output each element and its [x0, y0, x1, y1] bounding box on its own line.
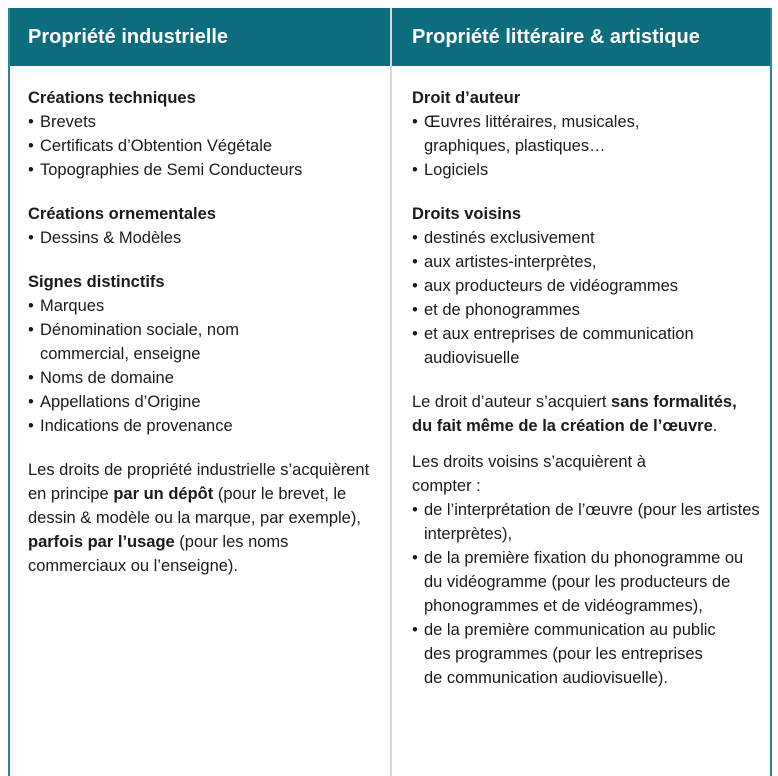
list-item: • Brevets: [28, 110, 376, 134]
list-item: • Marques: [28, 294, 376, 318]
list-item: • Appellations d’Origine: [28, 390, 376, 414]
neighbouring-rights-intro: Les droits voisins s’acquièrent à compter :: [412, 453, 646, 495]
list-item: • Certificats d’Obtention Végétale: [28, 134, 376, 158]
section-title: Signes distinctifs: [28, 273, 165, 291]
section-list: [28, 110, 376, 182]
list-item: • aux artistes-interprètes,: [412, 250, 760, 274]
list-item: • et aux entreprises de communication audiovisuelle: [412, 322, 760, 370]
list-item: • Indications de provenance: [28, 414, 376, 438]
literary-artistic-property-header: Propriété littéraire & artistique: [392, 8, 770, 66]
section-list: [28, 294, 376, 438]
list-item: • Œuvres littéraires, musicales, graphiques, plastiques…: [412, 110, 760, 158]
list-item: • Noms de domaine: [28, 366, 376, 390]
section-title: Droit d’auteur: [412, 89, 521, 107]
section-list: [28, 226, 376, 250]
section-list: [412, 226, 760, 370]
list-item: • aux producteurs de vidéogrammes: [412, 274, 760, 298]
emphasis: par un dépôt: [113, 485, 214, 503]
list-item: • Dessins & Modèles: [28, 226, 376, 250]
industrial-property-column: [10, 8, 392, 776]
list-item: • de l’interprétation de l’œuvre (pour les artistes interprètes),: [412, 498, 760, 546]
list-item: • de la première fixation du phonogramme ou du vidéogramme (pour les producteurs de phonogrammes et de vidéogrammes),: [412, 546, 760, 618]
list-item: • de la première communication au public des programmes (pour les entreprises de communication audiovisuelle).: [412, 618, 760, 690]
industrial-property-header: Propriété industrielle: [10, 8, 390, 66]
acquisition-paragraph: Les droits de propriété industrielle s’acquièrent en principe par un dépôt (pour le brevet, le dessin & modèle ou la marque, par exemple), parfois par l’usage (pour les noms commerciaux ou l’enseigne).: [28, 461, 370, 575]
neighbouring-rights-list: [412, 498, 760, 690]
emphasis: sans formalités, du fait même de la création de l’œuvre: [412, 393, 737, 435]
list-item: • Topographies de Semi Conducteurs: [28, 158, 376, 182]
comparison-table: [8, 8, 772, 776]
section-title: Créations ornementales: [28, 205, 216, 223]
list-item: • et de phonogrammes: [412, 298, 760, 322]
section-list: [412, 110, 760, 182]
literary-artistic-property-column: [392, 8, 770, 776]
author-right-paragraph: Le droit d’auteur s’acquiert sans formalités, du fait même de la création de l’œuvre.: [412, 393, 737, 435]
list-item: • Dénomination sociale, nom commercial, enseigne: [28, 318, 376, 366]
section-title: Droits voisins: [412, 205, 522, 223]
section-title: Créations techniques: [28, 89, 196, 107]
list-item: • Logiciels: [412, 158, 760, 182]
emphasis: parfois par l’usage: [28, 533, 175, 551]
list-item: • destinés exclusivement: [412, 226, 760, 250]
